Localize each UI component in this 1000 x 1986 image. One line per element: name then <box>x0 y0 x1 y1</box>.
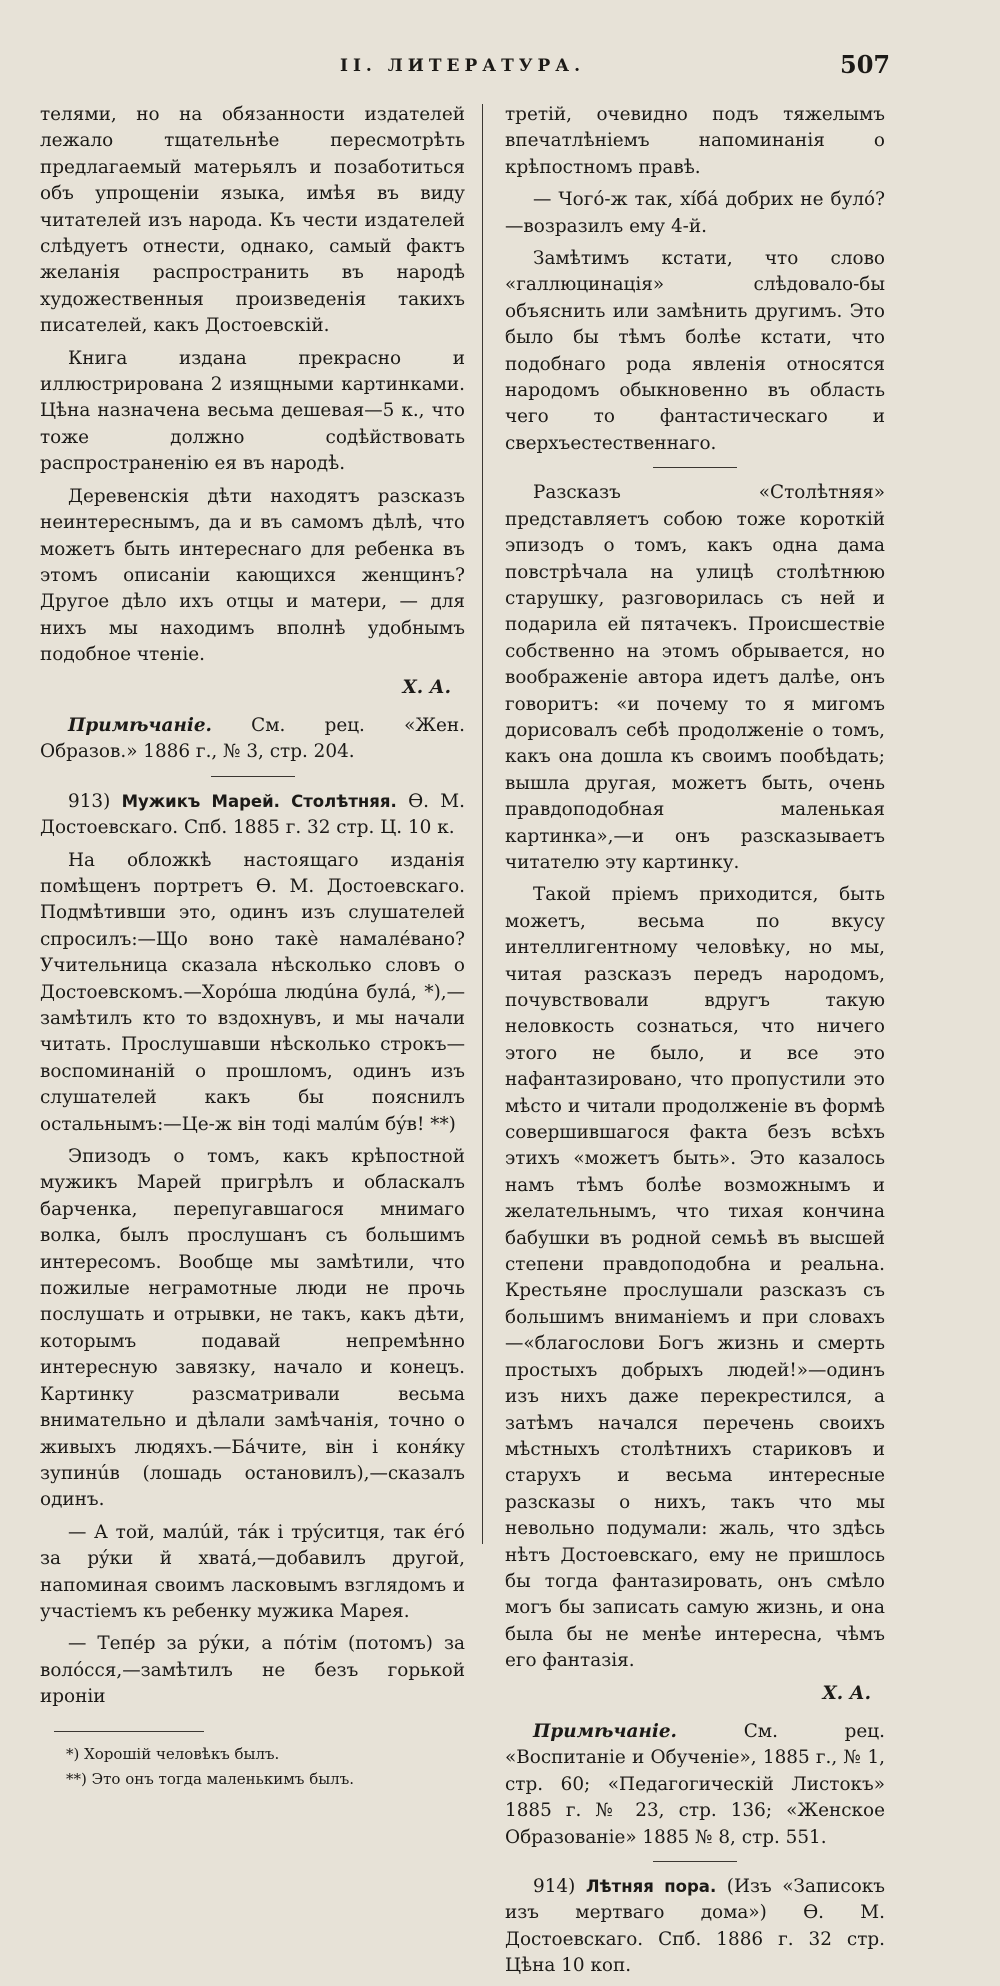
paragraph: Замѣтимъ кстати, что слово «галлюцинація» слѣдовало-бы объяснить или замѣнить другимъ. Это было бы тѣмъ болѣе кстати, что подобнаго рода явленія относятся народомъ обыкновенно въ область чего то фантастическаго и сверхъестественнаго. <box>505 248 885 454</box>
left-column <box>40 102 465 1792</box>
note-text: См. рец. «Жен. Образов.» 1886 г., № 3, стр. 204. <box>40 714 465 763</box>
footnote: **) Это онъ тогда маленькимъ былъ. <box>66 1769 355 1788</box>
note-label: Примѣчаніе. <box>68 714 212 736</box>
paragraph: Деревенскія дѣти находятъ разсказъ неинтереснымъ, да и въ самомъ дѣлѣ, что можетъ быть интереснаго для ребенка въ этомъ описаніи кающихся женщинъ? Другое дѣло ихъ отцы и матери, — для нихъ мы находимъ вполнѣ удобнымъ подобное чтеніе. <box>40 485 465 666</box>
paragraph <box>40 848 465 1138</box>
entry-title: Лѣтняя пора. <box>585 1877 717 1896</box>
review-note <box>505 1719 885 1851</box>
paragraph-text: ) <box>448 1113 456 1135</box>
paragraph: — Чогó-ж так, хíбá добрих не булó?—возразилъ ему 4-й. <box>505 189 885 237</box>
footnote-mark: ** <box>430 1113 449 1135</box>
paragraph: — А той, малúй, тáк і трýситця, так éгó за рýки й хвата́,—добавилъ другой, напоминая своимъ ласковымъ взглядомъ и участіемъ къ ребенку мужика Марея. <box>40 1521 465 1622</box>
footnote-divider <box>54 1731 204 1732</box>
entry-number: 914) <box>533 1876 576 1897</box>
section-divider <box>653 467 737 468</box>
paragraph: Эпизодъ о томъ, какъ крѣпостной мужикъ Марей пригрѣлъ и обласкалъ барченка, перепугавшагося мнимаго волка, былъ прослушанъ съ большимъ интересомъ. Вообще мы замѣтили, что пожилые неграмотные люди не прочь послушать и отрывки, не такъ, какъ дѣти, которымъ подавай непремѣнно интересную завязку, начало и конецъ. Картинку разсматривали весьма внимательно и дѣлали замѣчанія, точно о живыхъ людяхъ.—Бáчите, він і коня́ку зупинúв (лошадь остановилъ),—сказалъ одинъ. <box>40 1146 465 1511</box>
bibliography-entry <box>40 789 465 842</box>
page-number: 507 <box>840 50 891 79</box>
entry-number: 913) <box>68 790 111 812</box>
paragraph: Такой пріемъ приходится, быть можетъ, весьма по вкусу интеллигентному человѣку, но мы, читая разсказъ передъ народомъ, почувствовали вдругъ такую неловкость сознаться, что ничего этого не было, и все это нафантазировано, что пропустили это мѣсто и читали продолженіе въ формѣ совершившагося факта безъ всѣхъ этихъ «можетъ быть». Это казалось намъ тѣмъ болѣе возможнымъ и желательнымъ, что тихая кончина бабушки въ родной семьѣ въ высшей степени правдоподобна и реальна. Крестьяне прослушали разсказъ съ большимъ вниманіемъ и при словахъ—«благослови Богъ жизнь и смерть простыхъ добрыхъ людей!»—одинъ изъ нихъ даже перекрестился, а затѣмъ начался перечень своихъ мѣстныхъ столѣтнихъ стариковъ и старухъ и весьма интересные разсказы о нихъ, такъ что мы невольно подумали: жаль, что здѣсь нѣтъ Достоевскаго, ему не пришлось бы тогда фантазировать, онъ смѣло могъ бы записать самую жизнь, и она была бы не менѣе интересна, чѣмъ его фантазія. <box>505 884 885 1672</box>
entry-details: (Изъ «Записокъ изъ мертваго дома») Ѳ. М. Достоевскаго. Спб. 1886 г. 32 стр. Цѣна 10 коп. <box>505 1876 885 1977</box>
column-divider <box>482 104 483 1544</box>
note-label: Примѣчаніе. <box>533 1720 677 1742</box>
paragraph: Книга издана прекрасно и иллюстрирована 2 изящными картинками. Цѣна назначена весьма дешевая—5 к., что тоже должно содѣйствовать распространенію ея въ народѣ. <box>40 347 465 475</box>
note-text: См. рец. «Воспитаніе и Обученіе», 1885 г., № 1, стр. 60; «Педагогическій Листокъ» 1885 г. № 23, стр. 136; «Женское Образованіе» 1885 № 8, стр. 551. <box>505 1720 885 1848</box>
section-divider <box>653 1861 737 1862</box>
paragraph-text: ),—замѣтилъ кто то вздохнувъ, и мы начали читать. Прослушавши нѣсколько строкъ—воспоминаній о прошломъ, одинъ изъ слушателей какъ бы пояснилъ остальнымъ:—Це-ж він тоді малúм бýв! <box>40 981 465 1135</box>
section-divider <box>211 776 295 777</box>
running-title: II. ЛИТЕРАТУРА. <box>340 56 586 76</box>
footnote: *) Хорошій человѣкъ былъ. <box>66 1744 280 1763</box>
entry-title: Мужикъ Марей. Столѣтняя. <box>121 791 397 811</box>
page-header <box>0 50 1000 90</box>
bibliography-entry <box>505 1874 885 1980</box>
review-note <box>40 713 465 766</box>
paragraph: телями, но на обязанности издателей лежало тщательнѣе пересмотрѣть предлагаемый матерьялъ и позаботиться объ упрощеніи языка, имѣя въ виду читателей изъ народа. Къ чести издателей слѣдуетъ отнести, однако, самый фактъ желанія распространить въ народѣ художественныя произведенія такихъ писателей, какъ Достоевскій. <box>40 104 465 337</box>
footnote-mark: * <box>424 981 434 1003</box>
entry-details: Ѳ. М. Достоевскаго. Спб. 1885 г. 32 стр. Ц. 10 к. <box>40 790 465 839</box>
signature: Х. А. <box>822 1682 871 1704</box>
paragraph: Разсказъ «Столѣтняя» представляетъ собою тоже короткій эпизодъ о томъ, какъ одна дама повстрѣчала на улицѣ столѣтнюю старушку, разговорилась съ ней и подарила ей пятачекъ. Происшествіе собственно на этомъ обрывается, но воображеніе автора идетъ далѣе, онъ говоритъ: «и почему то я мигомъ дорисовалъ себѣ продолженіе о томъ, какъ она дошла къ своимъ пообѣдать; вышла другая, можетъ быть, очень правдоподобная маленькая картинка»,—и онъ разсказываетъ читателю эту картинку. <box>505 482 885 873</box>
signature: Х. А. <box>402 676 451 698</box>
paragraph: — Тепéр за рýки, а пóтім (потомъ) за волóсся,—замѣтилъ не безъ горькой ироніи <box>40 1633 465 1708</box>
paragraph-text: На обложкѣ настоящаго изданія помѣщенъ портретъ Ѳ. М. Достоевскаго. Подмѣтивши это, одинъ изъ слушателей спросилъ:—Що воно такѐ намалéвано? Учительница сказала нѣсколько словъ о Достоевскомъ.—Хорóша людúна булá, <box>40 849 465 1003</box>
right-column <box>505 102 885 1986</box>
paragraph: третій, очевидно подъ тяжелымъ впечатлѣніемъ напоминанія о крѣпостномъ правѣ. <box>505 104 885 178</box>
